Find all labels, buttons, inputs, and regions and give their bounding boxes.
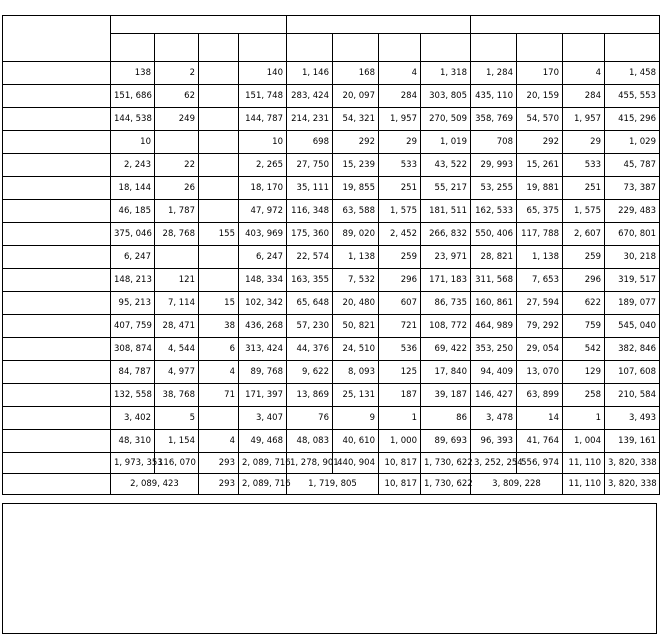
data-cell: 258 (563, 384, 605, 407)
data-cell: 41, 764 (517, 430, 563, 453)
data-cell (155, 131, 199, 154)
data-cell: 1, 004 (563, 430, 605, 453)
data-cell: 49, 468 (239, 430, 287, 453)
data-cell: 698 (287, 131, 333, 154)
row-label (3, 62, 111, 85)
row-label (3, 246, 111, 269)
header-medium (517, 34, 563, 62)
data-cell: 132, 558 (111, 384, 155, 407)
data-cell: 71 (199, 384, 239, 407)
data-cell: 95, 213 (111, 292, 155, 315)
sme-cell: 3, 820, 338 (605, 474, 660, 495)
data-cell (155, 246, 199, 269)
data-cell: 29, 993 (471, 154, 517, 177)
data-cell: 63, 588 (333, 200, 379, 223)
data-cell: 15 (199, 292, 239, 315)
data-cell: 303, 805 (421, 85, 471, 108)
data-cell: 40, 610 (333, 430, 379, 453)
data-cell: 108, 772 (421, 315, 471, 338)
data-cell: 214, 231 (287, 108, 333, 131)
data-cell: 1, 154 (155, 430, 199, 453)
data-cell: 38, 768 (155, 384, 199, 407)
total-cell: 293 (199, 453, 239, 474)
data-cell: 3, 402 (111, 407, 155, 430)
data-cell: 8, 093 (333, 361, 379, 384)
row-label (3, 384, 111, 407)
data-cell: 2, 265 (239, 154, 287, 177)
data-cell: 138 (111, 62, 155, 85)
data-cell: 1, 458 (605, 62, 660, 85)
data-cell: 62 (155, 85, 199, 108)
data-cell: 17, 840 (421, 361, 471, 384)
data-cell: 151, 686 (111, 85, 155, 108)
table-row (3, 315, 660, 338)
data-cell: 73, 387 (605, 177, 660, 200)
data-cell: 29, 054 (517, 338, 563, 361)
data-cell: 89, 768 (239, 361, 287, 384)
table-row (3, 246, 660, 269)
data-cell: 283, 424 (287, 85, 333, 108)
data-cell: 55, 217 (421, 177, 471, 200)
data-cell: 4 (199, 430, 239, 453)
data-cell: 57, 230 (287, 315, 333, 338)
data-cell: 27, 594 (517, 292, 563, 315)
data-cell: 23, 971 (421, 246, 471, 269)
data-cell: 284 (379, 85, 421, 108)
data-cell: 415, 296 (605, 108, 660, 131)
data-cell: 35, 111 (287, 177, 333, 200)
header-medium (333, 34, 379, 62)
data-cell: 69, 422 (421, 338, 471, 361)
total-cell: 10, 817 (379, 453, 421, 474)
data-cell: 259 (563, 246, 605, 269)
header-small (111, 34, 155, 62)
row-label (3, 361, 111, 384)
data-cell: 759 (563, 315, 605, 338)
sme-cell: 293 (199, 474, 239, 495)
table-row (3, 384, 660, 407)
data-cell: 3, 407 (239, 407, 287, 430)
data-cell: 47, 972 (239, 200, 287, 223)
data-cell (199, 108, 239, 131)
data-cell: 29 (563, 131, 605, 154)
data-cell: 533 (379, 154, 421, 177)
data-cell: 296 (563, 269, 605, 292)
data-cell: 1, 284 (471, 62, 517, 85)
total-cell: 116, 070 (155, 453, 199, 474)
row-label (3, 315, 111, 338)
data-cell: 6 (199, 338, 239, 361)
header-company (287, 16, 471, 34)
data-cell: 28, 821 (471, 246, 517, 269)
data-cell: 155 (199, 223, 239, 246)
data-cell: 1, 575 (563, 200, 605, 223)
data-cell (199, 85, 239, 108)
data-cell: 382, 846 (605, 338, 660, 361)
header-small (287, 34, 333, 62)
data-cell (199, 154, 239, 177)
enterprise-count-table (2, 15, 660, 495)
data-cell: 436, 268 (239, 315, 287, 338)
row-label (3, 338, 111, 361)
header-large (379, 34, 421, 62)
data-cell: 18, 144 (111, 177, 155, 200)
data-cell: 28, 768 (155, 223, 199, 246)
total-cell: 2, 089, 716 (239, 453, 287, 474)
data-cell: 10 (239, 131, 287, 154)
data-cell: 536 (379, 338, 421, 361)
data-cell: 189, 077 (605, 292, 660, 315)
table-row (3, 131, 660, 154)
header-total (421, 34, 471, 62)
data-cell: 1, 029 (605, 131, 660, 154)
data-cell: 403, 969 (239, 223, 287, 246)
data-cell: 721 (379, 315, 421, 338)
data-cell: 30, 218 (605, 246, 660, 269)
data-cell: 65, 375 (517, 200, 563, 223)
data-cell: 79, 292 (517, 315, 563, 338)
total-cell: 440, 904 (333, 453, 379, 474)
data-cell: 63, 899 (517, 384, 563, 407)
data-cell: 54, 321 (333, 108, 379, 131)
data-cell: 20, 480 (333, 292, 379, 315)
data-cell: 28, 471 (155, 315, 199, 338)
data-cell: 117, 788 (517, 223, 563, 246)
table-body (3, 62, 660, 495)
data-cell: 26 (155, 177, 199, 200)
data-cell: 46, 185 (111, 200, 155, 223)
data-cell: 94, 409 (471, 361, 517, 384)
table-row (3, 430, 660, 453)
data-cell: 210, 584 (605, 384, 660, 407)
data-cell: 50, 821 (333, 315, 379, 338)
data-cell: 187 (379, 384, 421, 407)
table-row (3, 338, 660, 361)
data-cell: 181, 511 (421, 200, 471, 223)
data-cell: 125 (379, 361, 421, 384)
table-row (3, 200, 660, 223)
data-cell (199, 131, 239, 154)
row-label (3, 108, 111, 131)
total-cell: 1, 278, 901 (287, 453, 333, 474)
sme-row-label (3, 474, 111, 495)
data-cell: 5 (155, 407, 199, 430)
data-cell (199, 269, 239, 292)
header-total (605, 34, 660, 62)
row-label (3, 430, 111, 453)
data-cell (199, 200, 239, 223)
data-cell: 622 (563, 292, 605, 315)
row-label (3, 85, 111, 108)
row-label (3, 200, 111, 223)
data-cell: 308, 874 (111, 338, 155, 361)
data-cell: 15, 261 (517, 154, 563, 177)
data-cell: 96, 393 (471, 430, 517, 453)
total-cell: 1, 973, 353 (111, 453, 155, 474)
data-cell: 39, 187 (421, 384, 471, 407)
data-cell: 170 (517, 62, 563, 85)
data-cell: 251 (563, 177, 605, 200)
data-cell: 4 (379, 62, 421, 85)
data-cell: 4, 544 (155, 338, 199, 361)
data-cell (199, 246, 239, 269)
table-row (3, 223, 660, 246)
header-large (199, 34, 239, 62)
data-cell: 6, 247 (239, 246, 287, 269)
data-cell (199, 407, 239, 430)
data-cell: 151, 748 (239, 85, 287, 108)
sme-cell: 11, 110 (563, 474, 605, 495)
data-cell: 43, 522 (421, 154, 471, 177)
data-cell: 168 (333, 62, 379, 85)
data-cell: 3, 493 (605, 407, 660, 430)
header-combined (471, 16, 660, 34)
data-cell: 1, 000 (379, 430, 421, 453)
data-cell: 4, 977 (155, 361, 199, 384)
table-row (3, 62, 660, 85)
data-cell: 48, 083 (287, 430, 333, 453)
data-cell: 144, 538 (111, 108, 155, 131)
data-cell: 229, 483 (605, 200, 660, 223)
data-cell: 7, 532 (333, 269, 379, 292)
data-cell: 313, 424 (239, 338, 287, 361)
data-cell: 1, 787 (155, 200, 199, 223)
data-cell: 1, 138 (333, 246, 379, 269)
total-cell: 556, 974 (517, 453, 563, 474)
total-cell: 11, 110 (563, 453, 605, 474)
data-cell: 296 (379, 269, 421, 292)
data-cell: 44, 376 (287, 338, 333, 361)
data-cell: 29 (379, 131, 421, 154)
data-cell: 27, 750 (287, 154, 333, 177)
data-cell: 1, 957 (379, 108, 421, 131)
row-label (3, 269, 111, 292)
data-cell: 163, 355 (287, 269, 333, 292)
data-cell: 1, 318 (421, 62, 471, 85)
data-cell (199, 177, 239, 200)
data-cell: 121 (155, 269, 199, 292)
data-cell: 550, 406 (471, 223, 517, 246)
data-cell: 146, 427 (471, 384, 517, 407)
total-row-label (3, 453, 111, 474)
data-cell: 319, 517 (605, 269, 660, 292)
sme-cell: 2, 089, 716 (239, 474, 287, 495)
data-cell: 89, 693 (421, 430, 471, 453)
table-row (3, 269, 660, 292)
data-cell: 3, 478 (471, 407, 517, 430)
data-cell: 15, 239 (333, 154, 379, 177)
row-label (3, 223, 111, 246)
data-cell: 144, 787 (239, 108, 287, 131)
data-cell: 19, 881 (517, 177, 563, 200)
row-label (3, 131, 111, 154)
total-cell: 3, 252, 254 (471, 453, 517, 474)
data-cell: 2, 243 (111, 154, 155, 177)
data-cell: 86 (421, 407, 471, 430)
sme-row (3, 474, 660, 495)
data-cell: 139, 161 (605, 430, 660, 453)
data-cell: 455, 553 (605, 85, 660, 108)
data-cell: 160, 861 (471, 292, 517, 315)
data-cell: 670, 801 (605, 223, 660, 246)
sme-cell: 1, 719, 805 (287, 474, 379, 495)
data-cell: 249 (155, 108, 199, 131)
table-row (3, 361, 660, 384)
data-cell: 116, 348 (287, 200, 333, 223)
data-cell: 22, 574 (287, 246, 333, 269)
header-large (563, 34, 605, 62)
row-label (3, 292, 111, 315)
sme-cell: 3, 809, 228 (471, 474, 563, 495)
sme-cell: 2, 089, 423 (111, 474, 199, 495)
data-cell: 2, 452 (379, 223, 421, 246)
data-cell: 48, 310 (111, 430, 155, 453)
data-cell: 292 (517, 131, 563, 154)
row-label (3, 177, 111, 200)
data-cell: 1, 575 (379, 200, 421, 223)
table-row (3, 108, 660, 131)
data-cell: 54, 570 (517, 108, 563, 131)
data-cell: 2, 607 (563, 223, 605, 246)
data-cell: 4 (199, 361, 239, 384)
sme-cell: 10, 817 (379, 474, 421, 495)
data-cell: 358, 769 (471, 108, 517, 131)
total-row (3, 453, 660, 474)
data-cell: 20, 159 (517, 85, 563, 108)
data-cell: 1 (379, 407, 421, 430)
notes-box (2, 503, 657, 634)
data-cell: 89, 020 (333, 223, 379, 246)
data-cell: 171, 183 (421, 269, 471, 292)
row-label (3, 154, 111, 177)
data-cell: 45, 787 (605, 154, 660, 177)
data-cell: 251 (379, 177, 421, 200)
data-cell: 1, 146 (287, 62, 333, 85)
data-cell: 84, 787 (111, 361, 155, 384)
table-row (3, 292, 660, 315)
data-cell: 292 (333, 131, 379, 154)
data-cell: 148, 213 (111, 269, 155, 292)
data-cell: 284 (563, 85, 605, 108)
sme-cell: 1, 730, 622 (421, 474, 471, 495)
header-individual (111, 16, 287, 34)
data-cell: 1 (563, 407, 605, 430)
data-cell: 545, 040 (605, 315, 660, 338)
data-cell: 13, 070 (517, 361, 563, 384)
data-cell: 19, 855 (333, 177, 379, 200)
data-cell: 607 (379, 292, 421, 315)
data-cell: 129 (563, 361, 605, 384)
data-cell: 6, 247 (111, 246, 155, 269)
data-cell: 86, 735 (421, 292, 471, 315)
data-cell: 464, 989 (471, 315, 517, 338)
row-label (3, 407, 111, 430)
total-cell: 1, 730, 622 (421, 453, 471, 474)
data-cell: 1, 957 (563, 108, 605, 131)
data-cell: 7, 653 (517, 269, 563, 292)
data-cell: 1, 138 (517, 246, 563, 269)
data-cell: 53, 255 (471, 177, 517, 200)
data-cell (199, 62, 239, 85)
data-cell: 14 (517, 407, 563, 430)
data-cell: 375, 046 (111, 223, 155, 246)
data-cell: 162, 533 (471, 200, 517, 223)
data-cell: 65, 648 (287, 292, 333, 315)
data-cell: 9 (333, 407, 379, 430)
data-cell: 708 (471, 131, 517, 154)
data-cell: 311, 568 (471, 269, 517, 292)
data-cell: 25, 131 (333, 384, 379, 407)
data-cell: 4 (563, 62, 605, 85)
data-cell: 22 (155, 154, 199, 177)
header-total (239, 34, 287, 62)
data-cell: 266, 832 (421, 223, 471, 246)
data-cell: 18, 170 (239, 177, 287, 200)
data-cell: 10 (111, 131, 155, 154)
data-cell: 407, 759 (111, 315, 155, 338)
data-cell: 353, 250 (471, 338, 517, 361)
data-cell: 24, 510 (333, 338, 379, 361)
data-cell: 259 (379, 246, 421, 269)
data-cell: 107, 608 (605, 361, 660, 384)
table-row (3, 85, 660, 108)
data-cell: 435, 110 (471, 85, 517, 108)
header-small (471, 34, 517, 62)
data-cell: 171, 397 (239, 384, 287, 407)
data-cell: 9, 622 (287, 361, 333, 384)
data-cell: 38 (199, 315, 239, 338)
data-cell: 542 (563, 338, 605, 361)
table-row (3, 154, 660, 177)
data-cell: 148, 334 (239, 269, 287, 292)
data-cell: 1, 019 (421, 131, 471, 154)
data-cell: 270, 509 (421, 108, 471, 131)
data-cell: 140 (239, 62, 287, 85)
header-industry (3, 16, 111, 62)
data-cell: 175, 360 (287, 223, 333, 246)
data-cell: 102, 342 (239, 292, 287, 315)
table-row (3, 407, 660, 430)
data-cell: 2 (155, 62, 199, 85)
header-medium (155, 34, 199, 62)
table-row (3, 177, 660, 200)
data-cell: 7, 114 (155, 292, 199, 315)
data-cell: 13, 869 (287, 384, 333, 407)
data-cell: 533 (563, 154, 605, 177)
total-cell: 3, 820, 338 (605, 453, 660, 474)
data-cell: 76 (287, 407, 333, 430)
data-cell: 20, 097 (333, 85, 379, 108)
